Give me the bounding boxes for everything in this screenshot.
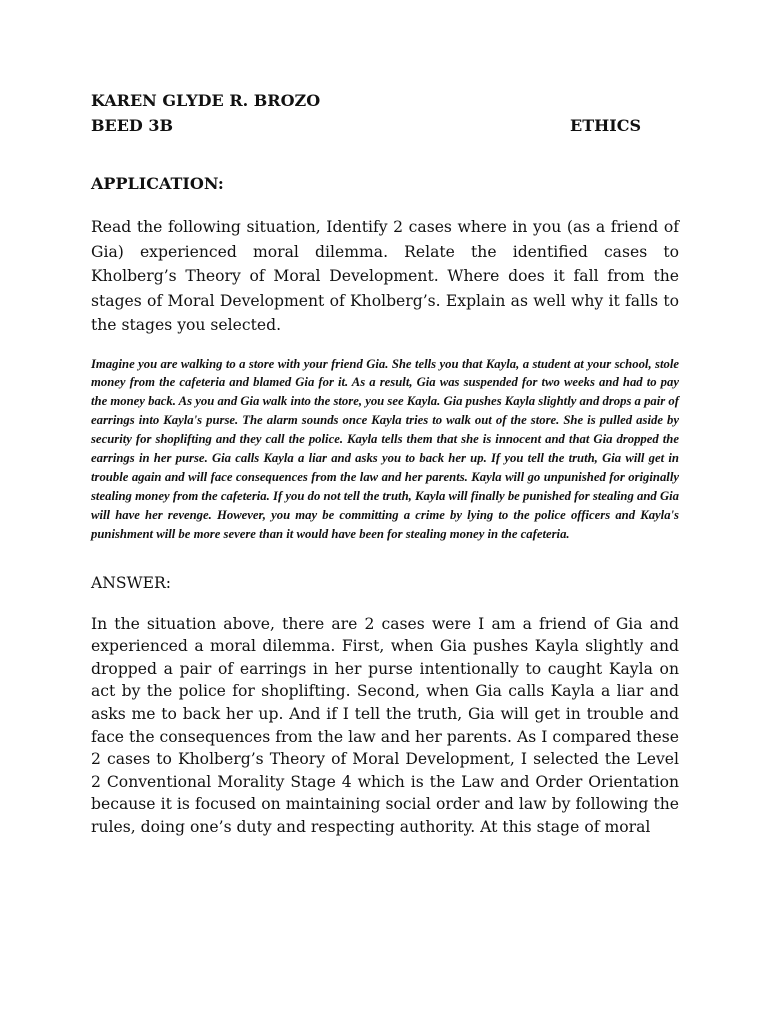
class-section: BEED 3B — [91, 116, 174, 135]
answer-paragraph: In the situation above, there are 2 cases were I am a friend of Gia and experienced a moral dilemma. First, when Gia pushes Kayla slightly and dropped a pair of earrings in her purse intentionally to caught Kayla on act by the police for shoplifting. Second, when Gia calls Kayla a liar and asks me to back her up. And if I tell the truth, Gia will get in trouble and face the consequences from the law and her parents. As I compared these 2 cases to Kholberg’s Theory of Moral Development, I selected the Level 2 Conventional Morality Stage 4 which is the Law and Order Orientation because it is focused on maintaining social order and law by following the rules, doing one’s duty and respecting authority. At this stage of moral — [91, 614, 679, 836]
section-subject-line — [91, 113, 641, 138]
application-heading: APPLICATION: — [91, 174, 224, 193]
document-page — [91, 88, 679, 839]
application-instruction: Read the following situation, Identify 2 cases where in you (as a friend of Gia) experienced moral dilemma. Relate the identified cases to Kholberg’s Theory of Moral Development. Where does it fall from the stages of Moral Development of Kholberg’s. Explain as well why it falls to the stages you selected. — [91, 218, 679, 334]
scenario-paragraph: Imagine you are walking to a store with your friend Gia. She tells you that Kayla, a student at your school, stole money from the cafeteria and blamed Gia for it. As a result, Gia was suspended for two weeks and had to pay the money back. As you and Gia walk into the store, you see Kayla. Gia pushes Kayla slightly and drops a pair of earrings into Kayla's purse. The alarm sounds once Kayla tries to walk out of the store. She is pulled aside by security for shoplifting and they call the police. Kayla tells them that she is innocent and that Gia dropped the earrings in her purse. Gia calls Kayla a liar and asks you to back her up. If you tell the truth, Gia will get in trouble again and will face consequences from the law and her parents. Kayla will go unpunished for originally stealing money from the cafeteria. If you do not tell the truth, Kayla will finally be punished for stealing and Gia will have her revenge. However, you may be committing a crime by lying to the police officers and Kayla's punishment will be more severe than it would have been for stealing money in the cafeteria. — [91, 356, 679, 541]
subject-label: ETHICS — [570, 116, 641, 135]
author-name-line — [91, 88, 641, 113]
answer-heading: ANSWER: — [91, 573, 171, 592]
author-name: KAREN GLYDE R. BROZO — [91, 91, 321, 110]
